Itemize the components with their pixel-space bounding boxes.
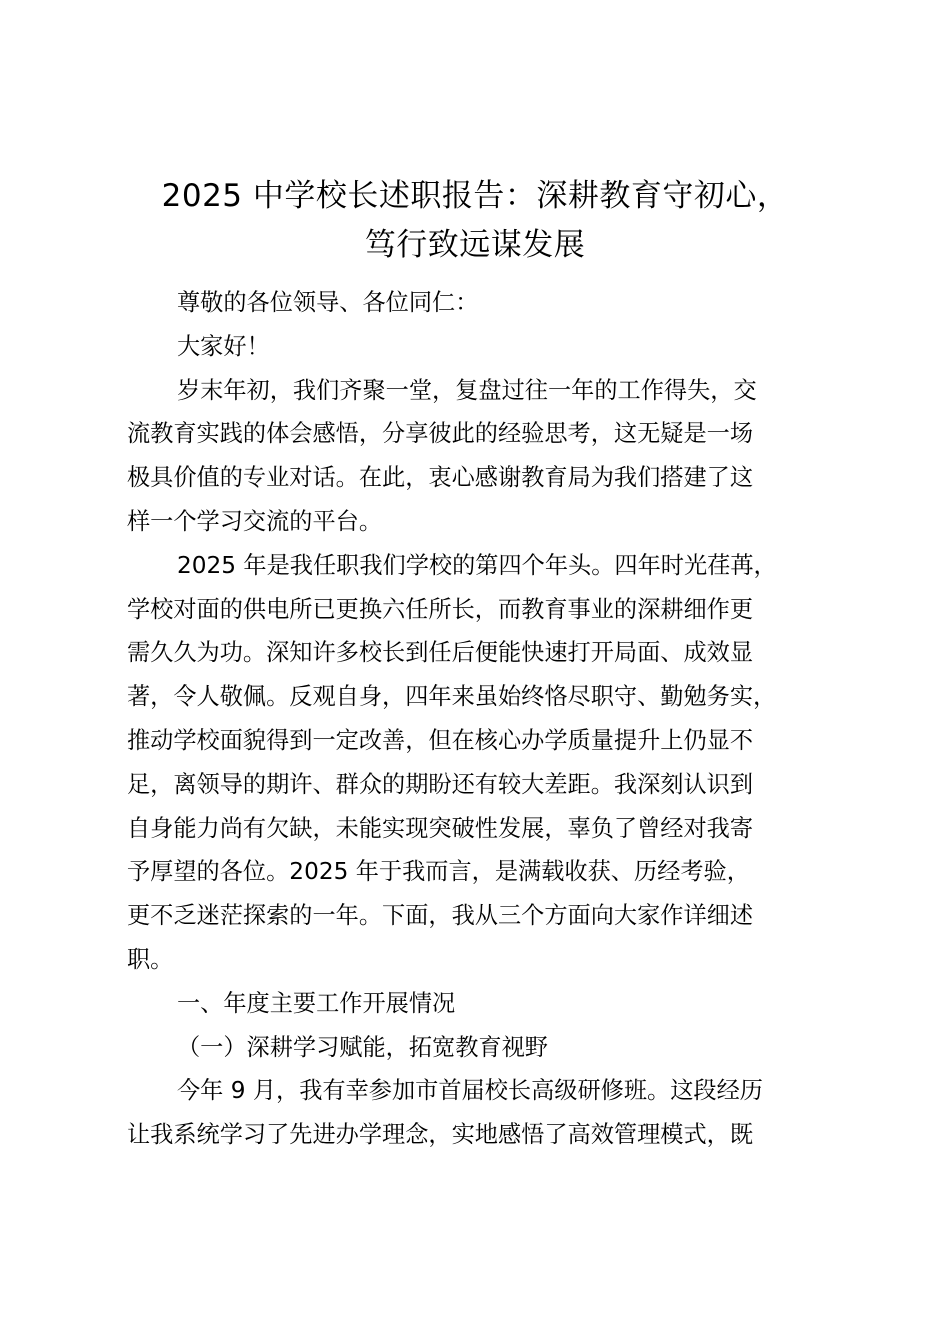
section-heading: 一、年度主要工作开展情况 bbox=[177, 989, 456, 1017]
text-line: 2025 年是我任职我们学校的第四个年头。四年时光荏苒， bbox=[177, 551, 777, 579]
subsection-heading: （一）深耕学习赋能，拓宽教育视野 bbox=[177, 1033, 548, 1061]
text-line: 推动学校面貌得到一定改善，但在核心办学质量提升上仍显不 bbox=[127, 726, 754, 754]
document-body bbox=[127, 281, 832, 1157]
text-line: 学校对面的供电所已更换六任所长，而教育事业的深耕细作更 bbox=[127, 595, 754, 623]
greeting: 大家好！ bbox=[177, 332, 270, 360]
document-title bbox=[110, 172, 840, 270]
text-line: 需久久为功。深知许多校长到任后便能快速打开局面、成效显 bbox=[127, 639, 754, 667]
title-line-2: 笃行致远谋发展 bbox=[364, 227, 586, 263]
text-line: 足，离领导的期许、群众的期盼还有较大差距。我深刻认识到 bbox=[127, 770, 754, 798]
text-line: 著，令人敬佩。反观自身，四年来虽始终恪尽职守、勤勉务实， bbox=[127, 683, 777, 711]
text-line: 予厚望的各位。2025 年于我而言，是满载收获、历经考验， bbox=[127, 858, 750, 886]
text-line: 职。 bbox=[127, 945, 174, 973]
text-line: 今年 9 月，我有幸参加市首届校长高级研修班。这段经历 bbox=[177, 1077, 763, 1105]
text-line: 自身能力尚有欠缺，未能实现突破性发展，辜负了曾经对我寄 bbox=[127, 814, 754, 842]
text-line: 让我系统学习了先进办学理念，实地感悟了高效管理模式，既 bbox=[127, 1121, 754, 1149]
title-line-1: 2025 中学校长述职报告：深耕教育守初心， bbox=[161, 178, 789, 214]
text-line: 流教育实践的体会感悟，分享彼此的经验思考，这无疑是一场 bbox=[127, 420, 754, 448]
text-line: 更不乏迷茫探索的一年。下面，我从三个方面向大家作详细述 bbox=[127, 902, 754, 930]
text-line: 样一个学习交流的平台。 bbox=[127, 507, 383, 535]
text-line: 极具价值的专业对话。在此，衷心感谢教育局为我们搭建了这 bbox=[127, 464, 754, 492]
text-line: 岁末年初，我们齐聚一堂，复盘过往一年的工作得失，交 bbox=[177, 376, 757, 404]
salutation: 尊敬的各位领导、各位同仁： bbox=[177, 289, 479, 316]
